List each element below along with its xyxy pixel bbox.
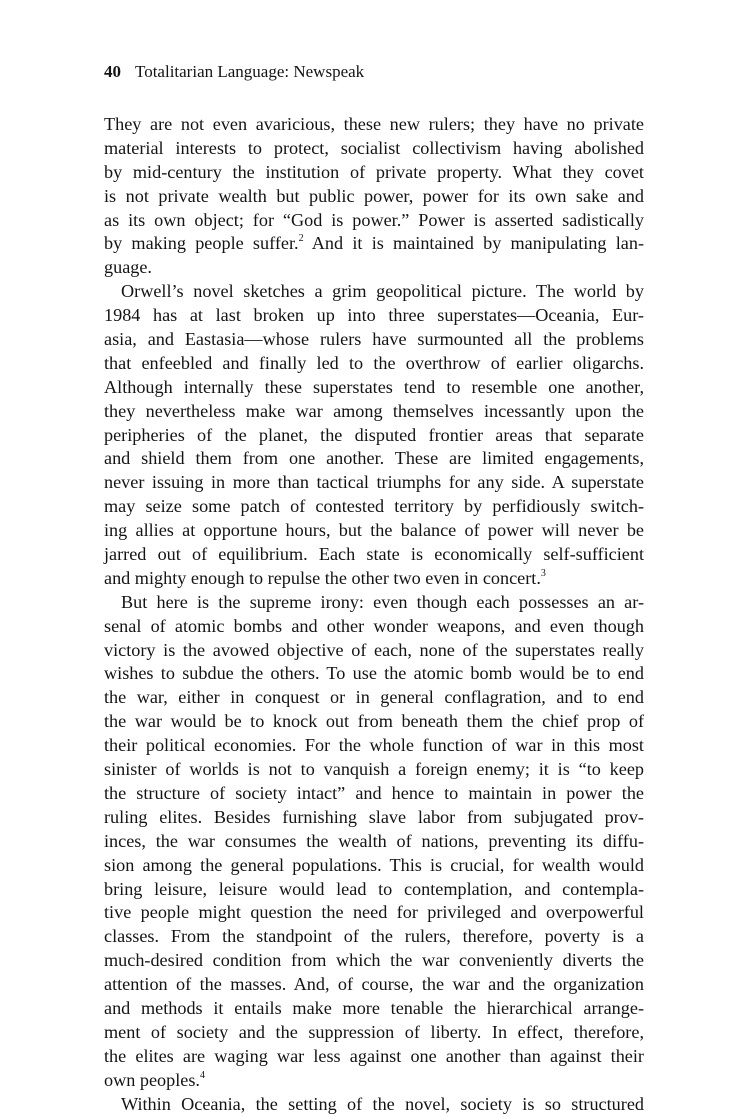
text-line: their political economies. For the whole function of war in this most (104, 735, 644, 756)
text-line: the war would be to knock out from beneath them the chief prop of (104, 711, 644, 732)
text-line: But here is the supreme irony: even though each possesses an ar- (121, 591, 644, 612)
text-line: 1984 has at last broken up into three superstates—Oceania, Eur- (104, 305, 644, 326)
text-line: and methods it entails make more tenable the hierarchical arrange- (104, 997, 644, 1018)
text-line: sion among the general populations. This is crucial, for wealth would (104, 854, 644, 875)
text-line: inces, the war consumes the wealth of nations, preventing its diffu- (104, 830, 644, 851)
text-line: Although internally these superstates tend to resemble one another, (104, 376, 644, 397)
text-line: ing allies at opportune hours, but the balance of power will never be (104, 520, 644, 541)
paragraph (104, 280, 644, 591)
text-segment: own peoples. (104, 1069, 200, 1090)
text-line: Within Oceania, the setting of the novel, society is so structured (121, 1093, 644, 1114)
text-line: may seize some patch of contested territory by perfidiously switch- (104, 496, 644, 517)
text-line (104, 1069, 644, 1093)
paragraph (104, 113, 644, 280)
footnote-ref: 4 (199, 1069, 205, 1081)
footnote-ref: 2 (298, 233, 304, 245)
text-line: bring leisure, leisure would lead to contemplation, and contempla- (104, 878, 644, 899)
text-line: much-desired condition from which the war conveniently diverts the (104, 950, 644, 971)
text-line: victory is the avowed objective of each, none of the superstates really (104, 639, 644, 660)
text-line: that enfeebled and finally led to the overthrow of earlier oligarchs. (104, 352, 644, 373)
text-line: tive people might question the need for privileged and overpowerful (104, 902, 644, 923)
text-line: ment of society and the suppression of liberty. In effect, therefore, (104, 1021, 644, 1042)
text-line: senal of atomic bombs and other wonder weapons, and even though (104, 615, 644, 636)
text-line: guage. (104, 257, 152, 278)
page-number: 40 (104, 62, 121, 81)
text-line: classes. From the standpoint of the rulers, therefore, poverty is a (104, 926, 644, 947)
text-line: jarred out of equilibrium. Each state is economically self-sufficient (104, 544, 644, 565)
running-head-title: Totalitarian Language: Newspeak (135, 62, 365, 81)
text-line: by mid-century the institution of private property. What they covet (104, 161, 644, 182)
text-line: sinister of worlds is not to vanquish a foreign enemy; it is “to keep (104, 759, 644, 780)
text-line: ruling elites. Besides furnishing slave labor from subjugated prov- (104, 806, 644, 827)
text-line: wishes to subdue the others. To use the atomic bomb would be to end (104, 663, 644, 684)
text-line: the elites are waging war less against one another than against their (104, 1045, 644, 1066)
text-line: attention of the masses. And, of course, the war and the organization (104, 974, 644, 995)
text-line: material interests to protect, socialist collectivism having abolished (104, 137, 644, 158)
text-line: peripheries of the planet, the disputed frontier areas that separate (104, 424, 644, 445)
paragraph (104, 1093, 644, 1117)
text-line: Orwell’s novel sketches a grim geopolitical picture. The world by (121, 281, 644, 302)
text-line: and shield them from one another. These are limited engagements, (104, 448, 644, 469)
text-line (104, 232, 644, 256)
footnote-ref: 3 (540, 567, 546, 579)
text-segment: by making people suffer. (104, 233, 299, 254)
text-line: the war, either in conquest or in general conflagration, and to end (104, 687, 644, 708)
text-segment: and mighty enough to repulse the other two even in concert. (104, 567, 541, 588)
text-line: is not private wealth but public power, power for its own sake and (104, 185, 644, 206)
text-line (104, 567, 644, 591)
running-head (104, 60, 364, 84)
text-line: They are not even avaricious, these new rulers; they have no private (104, 114, 644, 134)
text-line: asia, and Eastasia—whose rulers have surmounted all the problems (104, 329, 644, 350)
text-segment: And it is maintained by manipulating lan- (303, 233, 644, 254)
text-line: they nevertheless make war among themselves incessantly upon the (104, 400, 644, 421)
text-line: never issuing in more than tactical triumphs for any side. A superstate (104, 472, 644, 493)
paragraph (104, 591, 644, 1093)
body-text (104, 113, 644, 1116)
text-line: as its own object; for “God is power.” Power is asserted sadistically (104, 209, 644, 230)
text-line: the structure of society intact” and hence to maintain in power the (104, 782, 644, 803)
